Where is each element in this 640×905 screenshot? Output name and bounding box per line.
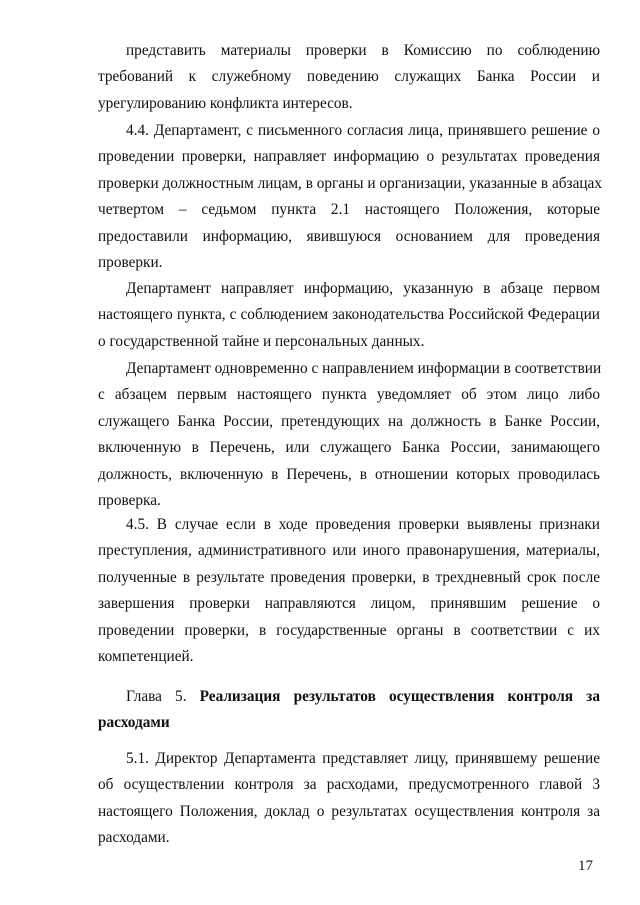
text-line: представить материалы проверки в Комиссию по соблюдению — [126, 42, 600, 59]
text-line: 5.1. Директор Департамента представляет лицу, принявшему решение — [126, 750, 600, 767]
text-line: настоящего Положения, доклад о результатах осуществления контроля за — [98, 802, 600, 820]
text-line: Департамент одновременно с направлением информации в соответствии — [126, 360, 602, 377]
text-line: о государственной тайне и персональных данных. — [98, 332, 425, 350]
text-line: предоставили информацию, явившуюся основанием для проведения — [98, 227, 600, 245]
text-line: проверка. — [98, 491, 161, 509]
text-line: завершения проверки направляются лицом, принявшим решение о — [98, 595, 600, 613]
text-line: требований к служебному поведению служащих Банка России и — [98, 68, 600, 86]
heading-line — [98, 684, 600, 710]
text-line: расходами. — [98, 829, 170, 847]
text-line: Департамент направляет информацию, указанную в абзаце первом — [126, 280, 600, 297]
text-line: проверки должностным лицам, в органы и организации, указанные в абзацах — [98, 174, 602, 192]
paragraph-department-notify — [98, 356, 600, 514]
paragraph-department-info — [98, 276, 600, 355]
text-line: настоящего пункта, с соблюдением законодательства Российской Федерации — [98, 306, 600, 324]
page-number: 17 — [578, 858, 593, 874]
text-line: об осуществлении контроля за расходами, предусмотренного главой 3 — [98, 776, 600, 794]
text-line: компетенцией. — [98, 647, 194, 665]
paragraph-4-5 — [98, 512, 600, 670]
text-line: включенную в Перечень, или служащего Банка России, занимающего — [98, 439, 600, 457]
text-line: служащего Банка России, претендующих на должность в Банке России, — [98, 412, 600, 430]
text-line: 4.4. Департамент, с письменного согласия лица, принявшего решение о — [126, 122, 600, 139]
text-line: проведении проверки, в государственные органы в соответствии с их — [98, 621, 600, 639]
text-line: проведении проверки, направляет информацию о результатах проведения — [98, 148, 600, 166]
text-line: преступления, административного или иного правонарушения, материалы, — [98, 542, 600, 560]
paragraph-4-4 — [98, 118, 600, 276]
paragraph-5-1 — [98, 746, 600, 852]
text-line: 4.5. В случае если в ходе проведения проверки выявлены признаки — [126, 516, 600, 533]
text-line: проверки. — [98, 253, 163, 271]
text-line: четвертом – седьмом пункта 2.1 настоящего Положения, которые — [98, 201, 600, 219]
paragraph-continuation — [98, 38, 600, 117]
chapter-title: Реализация результатов осуществления контроля за — [199, 688, 600, 705]
chapter-heading — [98, 684, 600, 737]
chapter-number: Глава 5. — [126, 688, 187, 705]
text-line: с абзацем первым настоящего пункта уведомляет об этом лицо либо — [98, 386, 600, 404]
text-line: должность, включенную в Перечень, в отношении которых проводилась — [98, 465, 600, 483]
text-line: полученные в результате проведения проверки, в трехдневный срок после — [98, 568, 600, 586]
chapter-title-continuation: расходами — [98, 714, 170, 732]
text-line: урегулированию конфликта интересов. — [98, 94, 353, 112]
